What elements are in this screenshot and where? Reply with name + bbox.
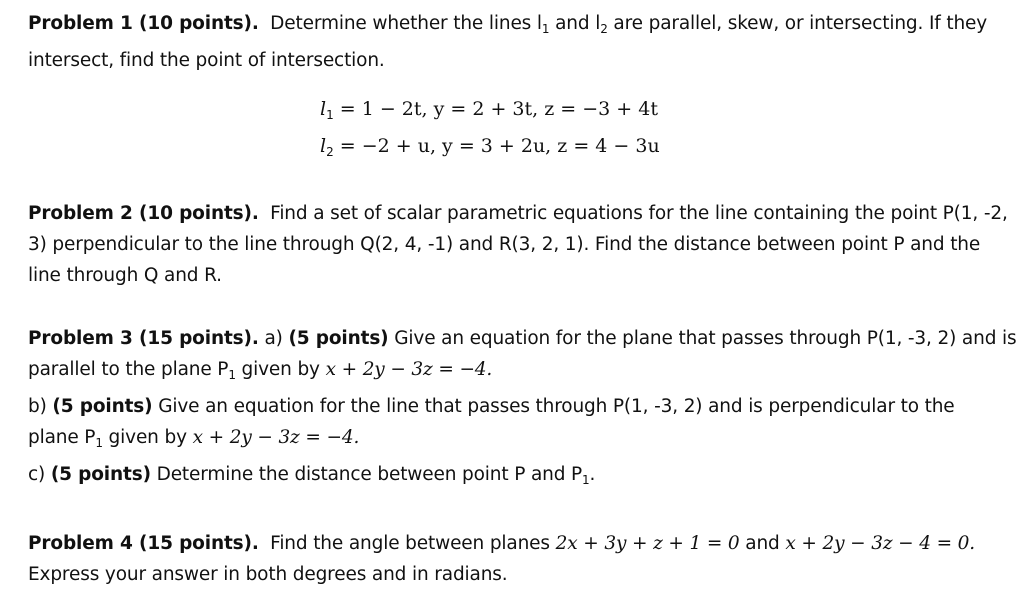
plane-equation: x + 2y − 3z = −4. (192, 427, 360, 448)
problem-3b-points: (5 points) (52, 396, 153, 417)
problem-1-line-1 (28, 8, 996, 45)
problem-3-title: Problem 3 (15 points). (28, 328, 259, 349)
problem-3b-label: b) (28, 396, 47, 417)
equation-line-1: $l_1 = 1 - 2t$, y = 2 + 3t, z = −3 + 4t (320, 98, 658, 122)
problem-2-line-3: line through Q and R. (28, 265, 222, 286)
worksheet (28, 8, 1017, 590)
problem-3-line-1 (28, 323, 1017, 354)
problem-2-text: Find a set of scalar parametric equations for the line containing the point P(1, -2, (270, 203, 1008, 224)
problem-3-line-3 (28, 391, 996, 422)
problem-4-title: Problem 4 (15 points). (28, 533, 259, 554)
problem-3a-label: a) (264, 328, 283, 349)
problem-1-title: Problem 1 (10 points). (28, 13, 259, 34)
problem-2-line-1 (28, 198, 1008, 229)
plane-equation-a: 2x + 3y + z + 1 = 0 (555, 533, 740, 554)
problem-2-title: Problem 2 (10 points). (28, 203, 259, 224)
problem-3a-text: Give an equation for the plane that passes through P(1, -3, 2) and is (394, 328, 1017, 349)
problem-1-text: Determine whether the lines $l_1$ and $l_2$ are parallel, skew, or intersecting. If they (270, 13, 988, 36)
problem-3c-points: (5 points) (50, 464, 151, 485)
problem-4-text: Find the angle between planes 2x + 3y + z + 1 = 0 and x + 2y − 3z − 4 = 0. (270, 533, 976, 554)
plane-equation: x + 2y − 3z = −4. (325, 359, 493, 380)
plane-equation-b: x + 2y − 3z − 4 = 0. (785, 533, 976, 554)
problem-1-equations (320, 94, 996, 168)
problem-1-line-2: intersect, find the point of intersection. (28, 50, 385, 71)
problem-3c-label: c) (28, 464, 46, 485)
problem-4-line-2: Express your answer in both degrees and in radians. (28, 564, 508, 585)
problem-3-line-4: plane $P_1$ given by x + 2y − 3z = −4. (28, 427, 360, 450)
problem-2-line-2: 3) perpendicular to the line through Q(2, 4, -1) and R(3, 2, 1). Find the distance between point P and the (28, 234, 981, 255)
problem-4-line-1 (28, 528, 996, 559)
problem-3-line-5 (28, 459, 996, 496)
problem-3b-text: Give an equation for the line that passes through P(1, -3, 2) and is perpendicular to the (158, 396, 955, 417)
equation-line-2: $l_2 = -2 + u$, y = 3 + 2u, z = 4 − 3u (320, 135, 660, 159)
problem-3-line-2: parallel to the plane $P_1$ given by x + 2y − 3z = −4. (28, 359, 493, 382)
problem-3c-text: Determine the distance between point P and $P_1$. (156, 464, 596, 487)
problem-3a-points: (5 points) (288, 328, 389, 349)
